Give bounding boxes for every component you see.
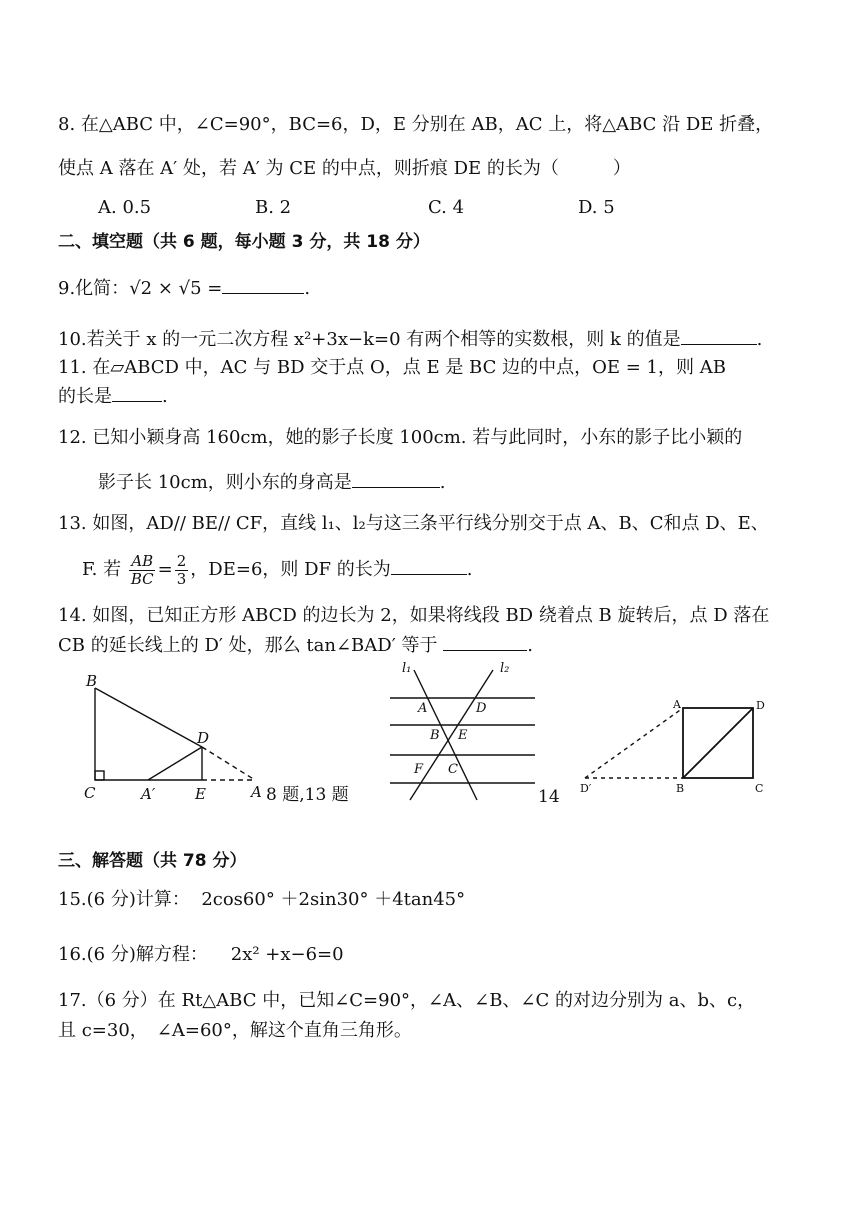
q9-end: . xyxy=(304,278,311,299)
fig2-label-l1: l₁ xyxy=(402,661,412,676)
fig3-label-b: B xyxy=(676,782,685,795)
q12-prefix: 影子长 10cm，则小东的身高是 xyxy=(98,472,352,493)
q11-answer-blank xyxy=(112,383,162,402)
q13-frac1-den: BC xyxy=(130,569,154,588)
q17-line2: 且 c=30， ∠A=60°，解这个直角三角形。 xyxy=(58,1020,412,1041)
fig1-right-angle-mark xyxy=(95,771,104,780)
q8-line1: 8. 在△ABC 中，∠C=90°，BC=6，D，E 分别在 AB，AC 上，将△ABC 沿 DE 折叠， xyxy=(58,114,774,135)
q13-fraction-2-3 xyxy=(175,553,189,588)
q13-text-b: ，DE=6，则 DF 的长为 xyxy=(190,559,391,580)
fig1-side-a1d xyxy=(148,747,202,780)
q12-line2 xyxy=(98,469,446,496)
fig2-label-c: C xyxy=(448,762,458,777)
q12-answer-blank xyxy=(352,469,440,488)
q13-equals: = xyxy=(157,559,173,580)
q11-line1: 11. 在▱ABCD 中，AC 与 BD 交于点 O，点 E 是 BC 边的中点，OE = 1，则 AB xyxy=(58,357,726,378)
q11-line2 xyxy=(58,383,168,410)
fig3-label-a: A xyxy=(673,698,681,711)
fig2-label-a: A xyxy=(418,701,428,716)
q11-prefix: 的长是 xyxy=(58,386,112,407)
q14-answer-blank xyxy=(443,632,527,651)
fig2-label-b: B xyxy=(430,728,440,743)
fig3-dashed-d1a xyxy=(585,708,683,778)
q13-end: . xyxy=(466,559,473,580)
fig1-label-a-prime: A′ xyxy=(141,785,156,803)
fig1-label-d: D xyxy=(197,729,210,747)
fig1-label-c: C xyxy=(84,784,96,802)
fig2-label-e: E xyxy=(458,728,468,743)
q15-prefix: 15.(6 分)计算： xyxy=(58,889,190,910)
figure-triangle xyxy=(95,688,255,780)
fig2-label-f: F xyxy=(414,762,424,777)
fig3-label-d: D xyxy=(756,699,765,712)
q8-line2: 使点 A 落在 A′ 处，若 A′ 为 CE 的中点，则折痕 DE 的长为（ ） xyxy=(58,158,631,179)
fig2-line-l1 xyxy=(414,670,477,800)
q16 xyxy=(58,942,344,968)
fig1-dashed-da xyxy=(202,747,255,780)
q10-end: . xyxy=(756,329,763,350)
figure-triangle-labels xyxy=(84,672,262,803)
q8-option-b: B. 2 xyxy=(255,197,292,218)
q13-frac2-num: 2 xyxy=(176,551,187,570)
fig2-label-d: D xyxy=(476,701,487,716)
q13-frac2-den: 3 xyxy=(176,569,187,588)
q8-option-c: C. 4 xyxy=(428,197,465,218)
fig2-label-l2: l₂ xyxy=(500,661,510,676)
figure-square-labels xyxy=(580,698,765,795)
q9-prefix: 9.化简： xyxy=(58,278,130,299)
q13-line2 xyxy=(82,552,473,588)
q14-end: . xyxy=(527,635,533,656)
q10 xyxy=(58,326,762,353)
q9-answer-blank xyxy=(222,275,304,294)
fig3-label-d-prime: D′ xyxy=(580,782,592,795)
section3-heading: 三、解答题（共 78 分） xyxy=(58,851,247,871)
q13-frac1-num: AB xyxy=(131,551,154,570)
q12-line1: 12. 已知小颖身高 160cm，她的影子长度 100cm. 若与此同时，小东的影子比小颖的 xyxy=(58,427,743,448)
q15-expression: 2cos60° ＋2sin30° ＋4tan45° xyxy=(201,889,466,910)
fig3-label-c: C xyxy=(755,782,764,795)
q17-line1: 17.（6 分）在 Rt△ABC 中，已知∠C=90°，∠A、∠B、∠C 的对边分别为 a、b、c， xyxy=(58,990,756,1011)
q13-line1: 13. 如图，AD// BE// CF，直线 l₁、l₂与这三条平行线分别交于点 A、B、C和点 D、E、 xyxy=(58,513,769,534)
fig3-caption: 14 xyxy=(538,787,560,807)
q12-end: . xyxy=(439,472,446,493)
q14-line1: 14. 如图，已知正方形 ABCD 的边长为 2，如果将线段 BD 绕着点 B 旋转后，点 D 落在 xyxy=(58,605,770,626)
q11-end: . xyxy=(162,386,168,407)
q8-option-a: A. 0.5 xyxy=(98,197,152,218)
q16-prefix: 16.(6 分)解方程： xyxy=(58,944,208,965)
q16-expression: 2x² +x−6=0 xyxy=(230,944,344,965)
q14-prefix: CB 的延长线上的 D′ 处，那么 tan∠BAD′ 等于 xyxy=(58,635,438,656)
figure-square xyxy=(585,708,753,778)
q14-line2 xyxy=(58,632,533,659)
fig1-side-bd xyxy=(95,688,202,747)
fig3-diagonal-bd xyxy=(683,708,753,778)
fig1-label-b: B xyxy=(86,672,98,690)
fig1-label-a: A xyxy=(251,783,262,801)
q9 xyxy=(58,275,310,302)
section2-heading: 二、填空题（共 6 题，每小题 3 分，共 18 分） xyxy=(58,232,430,252)
fig2-line-l2 xyxy=(410,670,493,800)
q10-text: 10.若关于 x 的一元二次方程 x²+3x−k=0 有两个相等的实数根，则 k 的值是 xyxy=(58,329,681,350)
q9-expression: √2 × √5 = xyxy=(129,278,223,299)
figures xyxy=(0,660,867,810)
q15 xyxy=(58,887,465,913)
q10-answer-blank xyxy=(681,326,757,345)
q13-answer-blank xyxy=(391,556,467,575)
q13-fraction-ab-bc xyxy=(129,553,156,588)
q8-option-d: D. 5 xyxy=(578,197,615,218)
fig1-caption: 8 题,13 题 xyxy=(266,785,349,805)
fig1-label-e: E xyxy=(195,785,206,803)
q13-text-a: F. 若 xyxy=(82,559,122,580)
